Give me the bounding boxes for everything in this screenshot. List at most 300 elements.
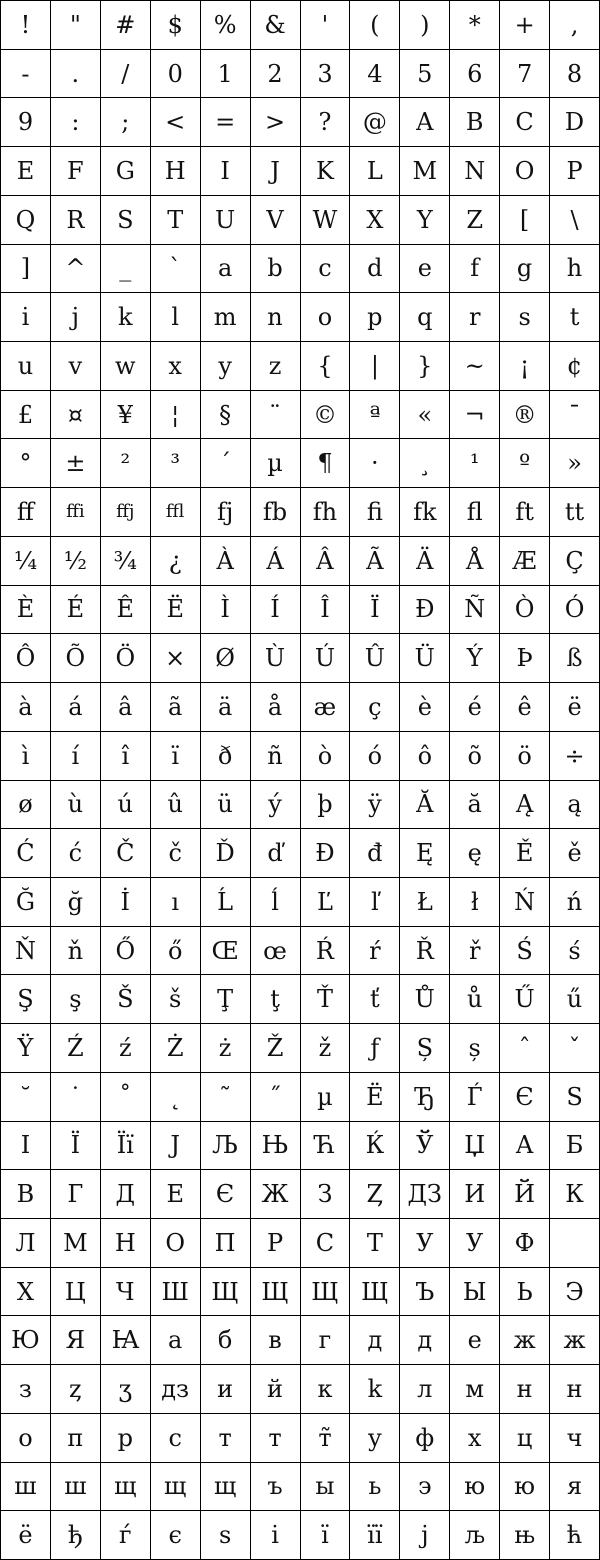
glyph-cell: Ч	[101, 1268, 151, 1317]
glyph-cell: ë	[550, 683, 600, 732]
glyph-cell: C	[500, 98, 550, 147]
glyph-cell: Њ	[251, 1122, 301, 1171]
glyph-cell: Щ	[301, 1268, 351, 1317]
glyph-cell: Џ	[450, 1122, 500, 1171]
glyph-cell: œ	[251, 927, 301, 976]
glyph-cell: À	[201, 537, 251, 586]
glyph-cell: ²	[101, 439, 151, 488]
glyph-cell: д	[400, 1316, 450, 1365]
glyph-cell: 6	[450, 50, 500, 99]
glyph-cell: Û	[350, 634, 400, 683]
glyph-cell: ¼	[1, 537, 51, 586]
glyph-cell: g	[500, 245, 550, 294]
glyph-cell: È	[1, 586, 51, 635]
glyph-cell: Ò	[500, 586, 550, 635]
glyph-cell: ±	[51, 439, 101, 488]
glyph-cell: @	[350, 98, 400, 147]
glyph-cell: µ	[251, 439, 301, 488]
glyph-cell: Ű	[500, 975, 550, 1024]
glyph-cell: ÿ	[350, 781, 400, 830]
glyph-cell: ¡	[500, 342, 550, 391]
glyph-cell: Ш	[151, 1268, 201, 1317]
glyph-cell: ˙	[51, 1073, 101, 1122]
glyph-cell: ý	[251, 781, 301, 830]
glyph-cell: н	[500, 1365, 550, 1414]
glyph-cell: ʒ	[101, 1365, 151, 1414]
glyph-cell: ê	[500, 683, 550, 732]
glyph-cell: Þ	[500, 634, 550, 683]
glyph-cell: т	[201, 1414, 251, 1463]
glyph-cell: ю	[450, 1463, 500, 1512]
glyph-cell: г	[301, 1316, 351, 1365]
glyph-cell: ×	[151, 634, 201, 683]
glyph-cell: Щ	[201, 1268, 251, 1317]
glyph-cell: э	[400, 1463, 450, 1512]
glyph-cell: ă	[450, 781, 500, 830]
glyph-cell: Ж	[251, 1170, 301, 1219]
glyph-cell: ïї	[350, 1511, 400, 1560]
glyph-cell: Å	[450, 537, 500, 586]
glyph-cell: Ș	[400, 1024, 450, 1073]
glyph-cell: '	[301, 1, 351, 50]
glyph-cell: ŕ	[350, 927, 400, 976]
glyph-cell: =	[201, 98, 251, 147]
glyph-cell: ¿	[151, 537, 201, 586]
glyph-cell: t	[550, 293, 600, 342]
glyph-cell: d	[350, 245, 400, 294]
glyph-cell: Q	[1, 196, 51, 245]
glyph-cell: "	[51, 1, 101, 50]
glyph-cell: дз	[151, 1365, 201, 1414]
glyph-cell: Ü	[400, 634, 450, 683]
glyph-cell: å	[251, 683, 301, 732]
glyph-cell: 5	[400, 50, 450, 99]
glyph-cell: ¨	[251, 391, 301, 440]
glyph-cell: k	[101, 293, 151, 342]
glyph-cell: р	[101, 1414, 151, 1463]
glyph-cell: И	[450, 1170, 500, 1219]
glyph-cell: ¥	[101, 391, 151, 440]
glyph-cell: s	[500, 293, 550, 342]
glyph-cell: ©	[301, 391, 351, 440]
glyph-cell: Ë	[350, 1073, 400, 1122]
glyph-cell: Щ	[251, 1268, 301, 1317]
glyph-cell: ø	[1, 781, 51, 830]
glyph-cell: ň	[51, 927, 101, 976]
glyph-cell: ô	[400, 732, 450, 781]
glyph-cell: Ć	[1, 829, 51, 878]
glyph-cell: Ф	[500, 1219, 550, 1268]
glyph-cell: 3	[301, 50, 351, 99]
glyph-cell: ˝	[251, 1073, 301, 1122]
glyph-cell: â	[101, 683, 151, 732]
glyph-cell: Б	[550, 1122, 600, 1171]
glyph-cell: у	[350, 1414, 400, 1463]
glyph-cell: Ń	[500, 878, 550, 927]
glyph-cell: Ě	[500, 829, 550, 878]
glyph-cell: Ÿ	[1, 1024, 51, 1073]
glyph-cell: й	[251, 1365, 301, 1414]
glyph-cell: Ќ	[350, 1122, 400, 1171]
glyph-cell: ч	[550, 1414, 600, 1463]
glyph-cell: Ã	[350, 537, 400, 586]
glyph-cell: ы	[301, 1463, 351, 1512]
glyph-cell: ѓ	[101, 1511, 151, 1560]
glyph-cell: т̃	[301, 1414, 351, 1463]
glyph-cell: ї	[301, 1511, 351, 1560]
glyph-cell: о	[1, 1414, 51, 1463]
glyph-cell: W	[301, 196, 351, 245]
glyph-cell: Є	[201, 1170, 251, 1219]
glyph-cell: ğ	[51, 878, 101, 927]
glyph-cell: -	[1, 50, 51, 99]
glyph-cell: ffl	[151, 488, 201, 537]
glyph-cell: С	[301, 1219, 351, 1268]
glyph-cell: ě	[550, 829, 600, 878]
glyph-cell: fi	[350, 488, 400, 537]
glyph-cell: ћ	[550, 1511, 600, 1560]
glyph-cell: м	[450, 1365, 500, 1414]
glyph-cell: z	[251, 342, 301, 391]
glyph-cell: К	[550, 1170, 600, 1219]
glyph-cell: ż	[201, 1024, 251, 1073]
glyph-cell: è	[400, 683, 450, 732]
glyph-cell: ñ	[251, 732, 301, 781]
glyph-cell: ¾	[101, 537, 151, 586]
glyph-cell: U	[201, 196, 251, 245]
glyph-cell: Ȥ	[350, 1170, 400, 1219]
glyph-cell: î	[101, 732, 151, 781]
glyph-cell: ѕ	[201, 1511, 251, 1560]
glyph-cell: 7	[500, 50, 550, 99]
glyph-cell: ~	[450, 342, 500, 391]
glyph-cell: Ţ	[201, 975, 251, 1024]
glyph-cell: ȥ	[51, 1365, 101, 1414]
glyph-cell: č	[151, 829, 201, 878]
glyph-cell: Ë	[151, 586, 201, 635]
glyph-cell: є	[151, 1511, 201, 1560]
glyph-cell: Љ	[201, 1122, 251, 1171]
glyph-cell: Ľ	[301, 878, 351, 927]
glyph-cell: D	[550, 98, 600, 147]
glyph-cell: õ	[450, 732, 500, 781]
glyph-cell: ę	[450, 829, 500, 878]
glyph-cell: ı	[151, 878, 201, 927]
glyph-cell: Щ	[350, 1268, 400, 1317]
glyph-cell: Г	[51, 1170, 101, 1219]
glyph-cell: 2	[251, 50, 301, 99]
glyph-cell: 4	[350, 50, 400, 99]
glyph-cell: ˚	[101, 1073, 151, 1122]
glyph-cell: ł	[450, 878, 500, 927]
glyph-cell: ń	[550, 878, 600, 927]
glyph-cell: Ñ	[450, 586, 500, 635]
glyph-cell: Ň	[1, 927, 51, 976]
glyph-cell: v	[51, 342, 101, 391]
glyph-cell: fl	[450, 488, 500, 537]
glyph-cell: J	[251, 147, 301, 196]
glyph-cell: |	[350, 342, 400, 391]
glyph-cell: з	[1, 1365, 51, 1414]
glyph-cell: İ	[101, 878, 151, 927]
glyph-cell: í	[51, 732, 101, 781]
glyph-cell: ff	[1, 488, 51, 537]
glyph-cell: ï	[151, 732, 201, 781]
glyph-cell: \	[550, 196, 600, 245]
glyph-cell: ffi	[51, 488, 101, 537]
glyph-cell: ő	[151, 927, 201, 976]
glyph-cell: ?	[301, 98, 351, 147]
glyph-cell: ¬	[450, 391, 500, 440]
glyph-cell: ą	[550, 781, 600, 830]
glyph-cell: ft	[500, 488, 550, 537]
glyph-cell: к	[301, 1365, 351, 1414]
glyph-cell: i	[1, 293, 51, 342]
glyph-cell: Ť	[301, 975, 351, 1024]
glyph-cell: и	[201, 1365, 251, 1414]
glyph-cell: l	[151, 293, 201, 342]
glyph-cell: Ц	[51, 1268, 101, 1317]
glyph-cell: y	[201, 342, 251, 391]
glyph-cell: q	[400, 293, 450, 342]
glyph-cell: ¶	[301, 439, 351, 488]
glyph-cell: Н	[101, 1219, 151, 1268]
glyph-cell: »	[550, 439, 600, 488]
glyph-cell: Ř	[400, 927, 450, 976]
glyph-cell: &	[251, 1, 301, 50]
glyph-cell: Z	[450, 196, 500, 245]
glyph-cell: Š	[101, 975, 151, 1024]
glyph-cell: !	[1, 1, 51, 50]
glyph-cell: О	[151, 1219, 201, 1268]
glyph-cell: Ď	[201, 829, 251, 878]
glyph-cell: °	[1, 439, 51, 488]
glyph-cell: fj	[201, 488, 251, 537]
glyph-cell: {	[301, 342, 351, 391]
glyph-cell: ˘	[1, 1073, 51, 1122]
glyph-cell: o	[301, 293, 351, 342]
glyph-cell: ё	[1, 1511, 51, 1560]
glyph-cell: ´	[201, 439, 251, 488]
glyph-cell: Ą	[500, 781, 550, 830]
glyph-cell: ß	[550, 634, 600, 683]
glyph-cell: в	[251, 1316, 301, 1365]
glyph-cell: Р	[251, 1219, 301, 1268]
glyph-cell: F	[51, 147, 101, 196]
glyph-cell: Ђ	[400, 1073, 450, 1122]
glyph-cell: 8	[550, 50, 600, 99]
glyph-cell: I	[1, 1122, 51, 1171]
glyph-cell: #	[101, 1, 151, 50]
glyph-cell: П	[201, 1219, 251, 1268]
glyph-cell: Ъ	[400, 1268, 450, 1317]
glyph-cell: Ă	[400, 781, 450, 830]
glyph-cell: В	[1, 1170, 51, 1219]
glyph-cell: Ž	[251, 1024, 301, 1073]
glyph-cell: S	[101, 196, 151, 245]
glyph-cell: Ћ	[301, 1122, 351, 1171]
glyph-cell: ä	[201, 683, 251, 732]
glyph-cell: I	[201, 147, 251, 196]
glyph-cell: Ý	[450, 634, 500, 683]
glyph-cell: М	[51, 1219, 101, 1268]
glyph-cell: e	[400, 245, 450, 294]
glyph-cell: æ	[301, 683, 351, 732]
glyph-cell: ś	[550, 927, 600, 976]
glyph-cell: п	[51, 1414, 101, 1463]
glyph-cell: ,	[550, 1, 600, 50]
glyph-cell: ƒ	[350, 1024, 400, 1073]
glyph-cell: j	[51, 293, 101, 342]
glyph-cell: Ś	[500, 927, 550, 976]
glyph-cell: Ł	[400, 878, 450, 927]
glyph-cell: 9	[1, 98, 51, 147]
glyph-cell: ó	[350, 732, 400, 781]
glyph-cell: <	[151, 98, 201, 147]
glyph-cell: я	[550, 1463, 600, 1512]
glyph-cell: É	[51, 586, 101, 635]
glyph-cell: ù	[51, 781, 101, 830]
glyph-cell: ˆ	[500, 1024, 550, 1073]
glyph-cell: њ	[500, 1511, 550, 1560]
glyph-cell: ½	[51, 537, 101, 586]
glyph-cell: Ï	[350, 586, 400, 635]
glyph-cell: б	[201, 1316, 251, 1365]
glyph-cell: ь	[350, 1463, 400, 1512]
glyph-cell: ş	[51, 975, 101, 1024]
glyph-cell: ð	[201, 732, 251, 781]
glyph-cell: Á	[251, 537, 301, 586]
glyph-cell: Ø	[201, 634, 251, 683]
glyph-cell: m	[201, 293, 251, 342]
glyph-cell: /	[101, 50, 151, 99]
glyph-cell: ^	[51, 245, 101, 294]
glyph-cell: N	[450, 147, 500, 196]
glyph-cell: Х	[1, 1268, 51, 1317]
glyph-cell: ж	[550, 1316, 600, 1365]
glyph-cell: (	[350, 1, 400, 50]
glyph-cell: Ю	[1, 1316, 51, 1365]
glyph-cell: %	[201, 1, 251, 50]
glyph-cell: O	[500, 147, 550, 196]
glyph-cell: ¯	[550, 391, 600, 440]
glyph-cell: Ö	[101, 634, 151, 683]
glyph-cell: T	[151, 196, 201, 245]
glyph-cell: $	[151, 1, 201, 50]
glyph-cell: љ	[450, 1511, 500, 1560]
glyph-cell: V	[251, 196, 301, 245]
glyph-cell: E	[1, 147, 51, 196]
glyph-cell: с	[151, 1414, 201, 1463]
glyph-cell: Ŕ	[301, 927, 351, 976]
glyph-cell: а	[151, 1316, 201, 1365]
glyph-cell: Ь	[500, 1268, 550, 1317]
glyph-cell: Д	[101, 1170, 151, 1219]
glyph-cell: J	[151, 1122, 201, 1171]
glyph-cell: ¤	[51, 391, 101, 440]
glyph-cell: Â	[301, 537, 351, 586]
glyph-cell: ¦	[151, 391, 201, 440]
glyph-cell: ů	[450, 975, 500, 1024]
glyph-cell: ţ	[251, 975, 301, 1024]
glyph-cell: ř	[450, 927, 500, 976]
glyph-cell: u	[1, 342, 51, 391]
glyph-cell: щ	[101, 1463, 151, 1512]
glyph-cell: b	[251, 245, 301, 294]
glyph-cell: У	[400, 1219, 450, 1268]
glyph-cell: R	[51, 196, 101, 245]
glyph-cell: Ğ	[1, 878, 51, 927]
glyph-cell: ì	[1, 732, 51, 781]
glyph-cell: ć	[51, 829, 101, 878]
glyph-cell: н	[550, 1365, 600, 1414]
glyph-cell: Ó	[550, 586, 600, 635]
glyph-cell: Ꙗ	[101, 1316, 151, 1365]
glyph-cell: fb	[251, 488, 301, 537]
glyph-cell: Ð	[400, 586, 450, 635]
glyph-cell: Ïï	[101, 1122, 151, 1171]
glyph-cell: P	[550, 147, 600, 196]
glyph-cell: )	[400, 1, 450, 50]
glyph-cell: Є	[500, 1073, 550, 1122]
glyph-cell: Í	[251, 586, 301, 635]
glyph-cell: >	[251, 98, 301, 147]
glyph-cell: ј	[400, 1511, 450, 1560]
glyph-cell: fk	[400, 488, 450, 537]
glyph-cell: Ì	[201, 586, 251, 635]
glyph-cell: З	[301, 1170, 351, 1219]
glyph-cell: k	[350, 1365, 400, 1414]
glyph-cell: ц	[500, 1414, 550, 1463]
glyph-cell: ш	[1, 1463, 51, 1512]
glyph-cell: ÷	[550, 732, 600, 781]
glyph-cell: ď	[251, 829, 301, 878]
glyph-cell: 0	[151, 50, 201, 99]
glyph-cell: x	[151, 342, 201, 391]
glyph-cell: Ў	[400, 1122, 450, 1171]
glyph-cell: Ä	[400, 537, 450, 586]
glyph-cell: û	[151, 781, 201, 830]
glyph-cell: ·	[350, 439, 400, 488]
glyph-cell: ˇ	[550, 1024, 600, 1073]
glyph-cell: Ő	[101, 927, 151, 976]
glyph-cell: ffj	[101, 488, 151, 537]
glyph-cell: n	[251, 293, 301, 342]
glyph-cell: A	[400, 98, 450, 147]
glyph-cell: т	[251, 1414, 301, 1463]
glyph-cell: [	[500, 196, 550, 245]
glyph-cell: ]	[1, 245, 51, 294]
glyph-cell: х	[450, 1414, 500, 1463]
glyph-cell: У	[450, 1219, 500, 1268]
glyph-cell: Й	[500, 1170, 550, 1219]
glyph-cell: h	[550, 245, 600, 294]
glyph-cell: ˛	[151, 1073, 201, 1122]
glyph-cell: }	[400, 342, 450, 391]
glyph-cell: L	[350, 147, 400, 196]
glyph-cell: a	[201, 245, 251, 294]
glyph-cell: Œ	[201, 927, 251, 976]
glyph-cell: w	[101, 342, 151, 391]
glyph-cell: G	[101, 147, 151, 196]
glyph-cell: е	[450, 1316, 500, 1365]
glyph-cell: á	[51, 683, 101, 732]
glyph-cell: ĺ	[251, 878, 301, 927]
glyph-cell: Я	[51, 1316, 101, 1365]
glyph-cell: *	[450, 1, 500, 50]
glyph-cell: ľ	[350, 878, 400, 927]
glyph-cell: Đ	[301, 829, 351, 878]
